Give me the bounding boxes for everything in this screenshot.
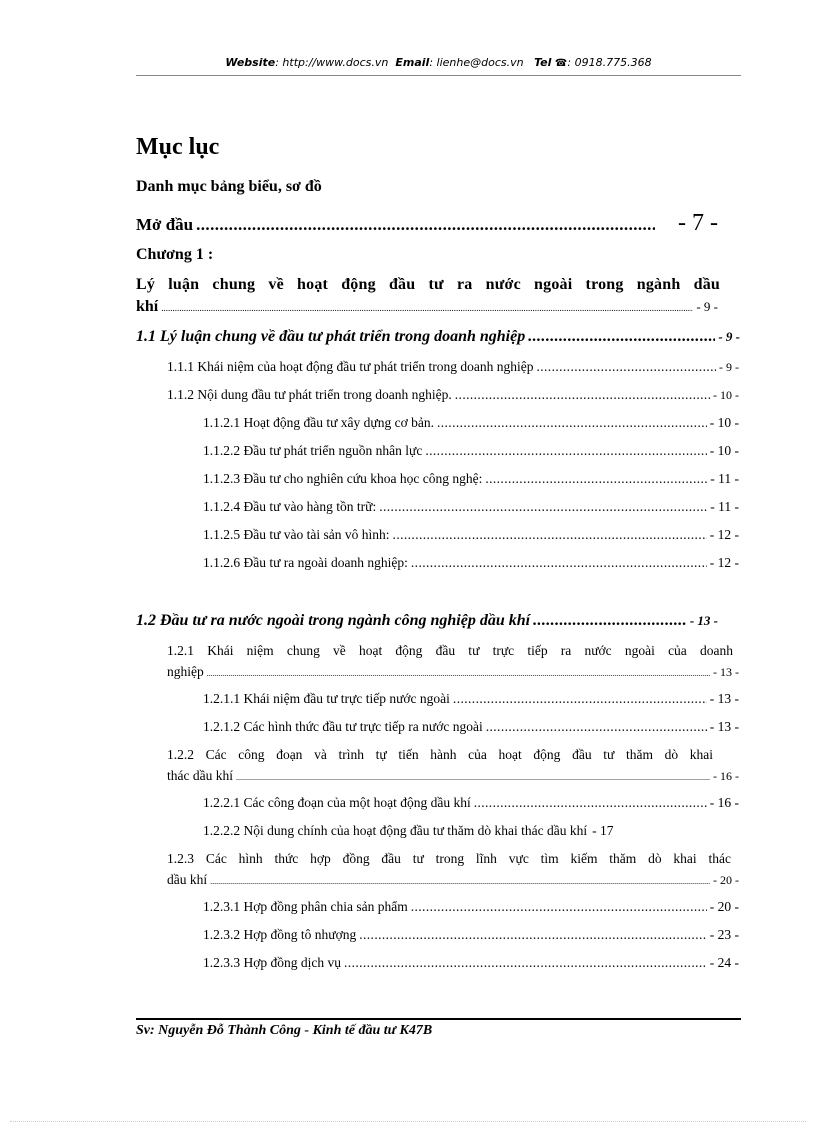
toc-entry-page: - 9 - — [719, 360, 739, 374]
dot-leader — [210, 877, 710, 886]
toc-entry-page: - 9 - — [718, 329, 740, 344]
toc-entry-label: 1.1.2 Nội dung đầu tư phát triển trong doanh nghiệp. — [167, 387, 452, 402]
footer-rule — [136, 1018, 741, 1020]
toc-entry-1-2-3-3[interactable] — [203, 955, 739, 971]
toc-entry-label: 1.2.3.3 Hợp đồng dịch vụ — [203, 955, 342, 970]
dot-leader — [528, 328, 715, 346]
toc-entry-1-2-1[interactable] — [167, 664, 739, 680]
toc-entry-page: - 9 - — [696, 299, 718, 314]
dot-leader — [236, 773, 710, 782]
toc-entry-1-2-2-line1[interactable]: 1.2.2 Các công đoạn và trình tự tiến hành của hoạt động đầu tư thăm dò khai — [167, 747, 713, 762]
toc-entry-1-1-2-6[interactable] — [203, 555, 739, 571]
toc-entry-1-2-1-line1[interactable]: 1.2.1 Khái niệm chung về hoạt động đầu tư trực tiếp ra nước ngoài của doanh — [167, 643, 733, 658]
toc-entry-1-2-1-1[interactable] — [203, 691, 739, 707]
toc-entry-page: - 11 - — [710, 471, 739, 486]
toc-entry-1-1-2[interactable] — [167, 387, 739, 403]
page-bottom-edge — [10, 1121, 806, 1122]
dot-leader — [161, 303, 693, 313]
toc-entry-page: - 12 - — [709, 527, 739, 542]
toc-entry-label: 1.1.2.2 Đầu tư phát triển nguồn nhân lực — [203, 443, 423, 458]
toc-entry-1-2-3-2[interactable] — [203, 927, 739, 943]
toc-entry-label: dầu khí — [167, 872, 208, 887]
dot-leader — [474, 795, 707, 811]
toc-entry-page: - 7 - — [678, 210, 718, 236]
toc-entry-chapter1[interactable] — [136, 298, 718, 316]
dot-leader — [536, 359, 716, 375]
toc-entry-1-2-3-1[interactable] — [203, 899, 739, 915]
toc-entry-page: - 10 - — [713, 388, 739, 402]
phone-icon: ☎ — [554, 58, 568, 69]
toc-entry-page: - 20 - — [713, 873, 739, 887]
toc-entry-label: 1.1.2.4 Đầu tư vào hàng tồn trữ: — [203, 499, 377, 514]
toc-entry-page: - 13 - — [689, 613, 718, 628]
dot-leader — [344, 955, 707, 971]
toc-entry-label: 1.2.1.2 Các hình thức đầu tư trực tiếp ra nước ngoài — [203, 719, 483, 734]
dot-leader — [359, 927, 707, 943]
toc-entry-1-1-2-4[interactable] — [203, 499, 739, 515]
dot-leader — [437, 415, 707, 431]
toc-entry-page: - 16 - — [713, 769, 739, 783]
dot-leader — [455, 387, 710, 403]
toc-entry-label: nghiệp — [167, 664, 204, 679]
toc-entry-label: 1.2.3.2 Hợp đồng tô nhượng — [203, 927, 357, 942]
dot-leader — [207, 669, 710, 678]
toc-entry-intro[interactable] — [136, 210, 718, 237]
toc-entry-page: - 24 - — [709, 955, 739, 970]
page-header — [136, 56, 741, 69]
toc-entry-page: - 13 - — [713, 665, 739, 679]
dot-leader — [486, 719, 707, 735]
tel-label: Tel — [534, 56, 552, 69]
dot-leader — [453, 691, 707, 707]
toc-entry-label: 1.1.2.5 Đầu tư vào tài sản vô hình: — [203, 527, 390, 542]
dot-leader — [485, 471, 707, 487]
website-label: Website — [225, 56, 276, 69]
toc-entry-label: thác dầu khí — [167, 768, 233, 783]
toc-entry-1-2-2-1[interactable] — [203, 795, 739, 811]
toc-entry-page: - 20 - — [709, 899, 739, 914]
email-label: Email — [395, 56, 430, 69]
toc-entry-page: - 10 - — [709, 415, 739, 430]
page-title: Mục lục — [136, 134, 220, 160]
toc-entry-label: 1.1.1 Khái niệm của hoạt động đầu tư phát triển trong doanh nghiệp — [167, 359, 534, 374]
toc-entry-1-2-3[interactable] — [167, 872, 739, 888]
dot-leader — [411, 899, 707, 915]
email-value: : lienhe@docs.vn — [429, 56, 524, 69]
toc-entry-label: 1.2.1.1 Khái niệm đầu tư trực tiếp nước ngoài — [203, 691, 450, 706]
toc-entry-1-1-2-2[interactable] — [203, 443, 739, 459]
toc-entry-label: 1.2.3.1 Hợp đồng phân chia sản phẩm — [203, 899, 408, 914]
toc-entry-1-1-2-5[interactable] — [203, 527, 739, 543]
toc-entry-page: - 12 - — [709, 555, 739, 570]
toc-entry-1-1-2-3[interactable] — [203, 471, 739, 487]
toc-entry-label: 1.1.2.1 Hoạt động đầu tư xây dựng cơ bản. — [203, 415, 434, 430]
dot-leader — [379, 499, 707, 515]
toc-entry-page: - 11 - — [710, 499, 739, 514]
dot-leader — [425, 443, 706, 459]
tel-value: : 0918.775.368 — [567, 56, 652, 69]
toc-entry-1-2-2[interactable] — [167, 768, 739, 784]
page-footer: Sv: Nguyễn Đỗ Thành Công - Kinh tế đầu tư K47B — [136, 1023, 433, 1038]
toc-entry-page: - 16 - — [709, 795, 739, 810]
toc-entry-1-2-2-2[interactable] — [203, 823, 743, 839]
toc-entry-page: - 10 - — [709, 443, 739, 458]
toc-entry-label: 1.1.2.3 Đầu tư cho nghiên cứu khoa học công nghệ: — [203, 471, 483, 486]
chapter-label: Chương 1 : — [136, 246, 214, 263]
toc-entry-label: 1.2 Đầu tư ra nước ngoài trong ngành công nghiệp dầu khí — [136, 612, 531, 629]
toc-entry-label: 1.2.2.2 Nội dung chính của hoạt động đầu tư thăm dò khai thác dầu khí — [203, 823, 588, 838]
toc-entry-page: - 17 — [592, 823, 614, 838]
toc-entry-page: - 13 - — [709, 719, 739, 734]
header-rule — [136, 75, 741, 76]
dot-leader — [411, 555, 707, 571]
toc-entry-label: Mở đầu — [136, 215, 194, 234]
toc-entry-1-1-1[interactable] — [167, 359, 739, 375]
list-of-figures-entry[interactable]: Danh mục bảng biểu, sơ đồ — [136, 178, 322, 195]
chapter-title-line1[interactable]: Lý luận chung về hoạt động đầu tư ra nước ngoài trong ngành dầu — [136, 276, 720, 293]
dot-leader — [393, 527, 707, 543]
toc-section-1-2[interactable] — [136, 612, 718, 630]
website-value: : http://www.docs.vn — [275, 56, 389, 69]
toc-entry-1-2-3-line1[interactable]: 1.2.3 Các hình thức hợp đồng đầu tư trong lĩnh vực tìm kiếm thăm dò khai thác — [167, 851, 731, 866]
chapter-title-line2: khí — [136, 298, 159, 315]
dot-leader — [196, 215, 655, 235]
toc-entry-label: 1.1 Lý luận chung về đầu tư phát triển trong doanh nghiệp — [136, 328, 526, 345]
toc-entry-1-2-1-2[interactable] — [203, 719, 739, 735]
toc-entry-label: 1.1.2.6 Đầu tư ra ngoài doanh nghiệp: — [203, 555, 408, 570]
toc-entry-page: - 23 - — [709, 927, 739, 942]
dot-leader — [533, 612, 687, 630]
toc-entry-1-1-2-1[interactable] — [203, 415, 739, 431]
toc-entry-label: 1.2.2.1 Các công đoạn của một hoạt động dầu khí — [203, 795, 471, 810]
toc-section-1-1[interactable] — [136, 328, 740, 346]
toc-entry-page: - 13 - — [709, 691, 739, 706]
